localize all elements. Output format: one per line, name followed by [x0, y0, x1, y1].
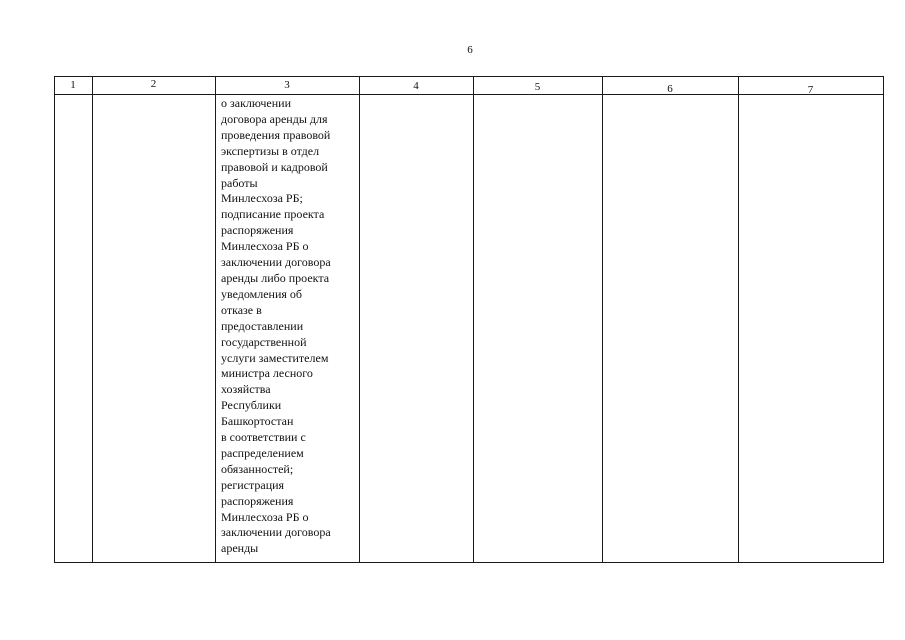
- procedure-line: экспертизы в отдел: [221, 143, 320, 158]
- column-border-6-7: [738, 76, 739, 563]
- procedure-line: работы: [221, 175, 258, 190]
- table-bottom-border: [54, 562, 884, 563]
- column-3-procedure-text: [221, 96, 359, 557]
- procedure-line: аренды либо проекта: [221, 270, 330, 285]
- column-border-2-3: [215, 76, 216, 563]
- procedure-line: в соответствии с: [221, 430, 306, 445]
- procedure-line: заключении договора: [221, 525, 331, 540]
- procedure-line: отказе в: [221, 302, 262, 317]
- column-header-3: 3: [284, 79, 290, 91]
- procedure-line: Республики: [221, 398, 282, 413]
- procedure-line: распоряжения: [221, 223, 294, 238]
- procedure-line: о заключении: [221, 96, 292, 110]
- procedure-line: министра лесного: [221, 366, 313, 381]
- column-header-6: 6: [667, 83, 673, 95]
- column-border-left: [54, 76, 55, 563]
- procedure-line: обязанностей;: [221, 461, 294, 476]
- procedure-line: проведения правовой: [221, 127, 331, 142]
- column-border-5-6: [602, 76, 603, 563]
- table-top-border: [54, 76, 884, 77]
- procedure-line: регистрация: [221, 477, 285, 492]
- procedure-line: услуги заместителем: [221, 350, 329, 365]
- procedure-line: Минлесхоза РБ о: [221, 509, 309, 524]
- column-header-4: 4: [413, 80, 419, 92]
- procedure-line: предоставлении: [221, 318, 304, 333]
- procedure-line: правовой и кадровой: [221, 159, 328, 174]
- procedure-line: распоряжения: [221, 493, 294, 508]
- column-border-3-4: [359, 76, 360, 563]
- column-header-7: 7: [807, 84, 814, 96]
- procedure-line: уведомления об: [221, 286, 303, 301]
- procedure-line: Башкортостан: [221, 414, 294, 429]
- column-border-4-5: [473, 76, 474, 563]
- procedure-line: заключении договора: [221, 255, 331, 270]
- column-header-5: 5: [534, 81, 541, 93]
- column-header-2: 2: [150, 78, 157, 90]
- document-table: [54, 76, 884, 564]
- column-header-1: 1: [70, 79, 76, 91]
- procedure-line: аренды: [221, 541, 259, 556]
- page-number: 6: [467, 44, 473, 56]
- procedure-line: договора аренды для: [221, 111, 328, 126]
- procedure-line: Минлесхоза РБ;: [221, 191, 303, 206]
- column-border-right: [883, 76, 884, 563]
- column-border-1-2: [92, 76, 93, 563]
- procedure-line: Минлесхоза РБ о: [221, 239, 309, 254]
- procedure-line: подписание проекта: [221, 207, 325, 222]
- procedure-line: государственной: [221, 334, 307, 349]
- procedure-line: хозяйства: [221, 382, 271, 397]
- procedure-line: распределением: [221, 445, 304, 460]
